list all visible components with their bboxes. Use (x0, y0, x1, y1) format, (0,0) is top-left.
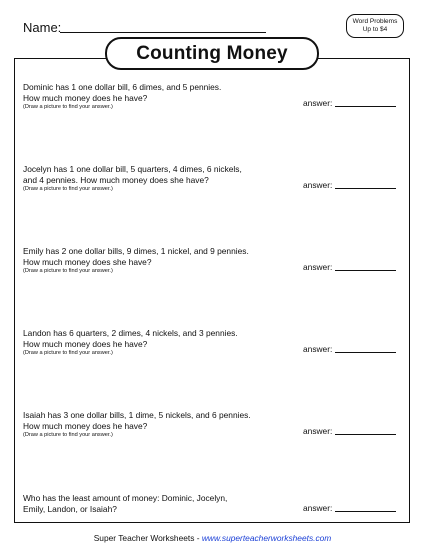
answer-label: answer: (303, 98, 333, 108)
answer-field-2[interactable] (303, 180, 396, 190)
problem-6 (23, 493, 293, 514)
problem-text: Who has the least amount of money: Dominic, Jocelyn, (23, 493, 228, 503)
problem-hint: (Draw a picture to find your answer.) (23, 432, 113, 438)
name-label: Name: (23, 20, 62, 35)
problem-3 (23, 246, 293, 275)
footer-url[interactable]: www.superteacherworksheets.com (201, 533, 332, 543)
answer-line[interactable] (335, 188, 396, 189)
problem-text: and 4 pennies. How much money does she have? (23, 174, 209, 185)
footer-site-name: Super Teacher Worksheets - (93, 533, 202, 543)
problem-text: Emily, Landon, or Isaiah? (23, 503, 117, 514)
answer-label: answer: (303, 426, 333, 436)
answer-line[interactable] (335, 270, 396, 271)
tag-line-2: Up to $4 (362, 26, 388, 33)
problem-text: How much money does he have? (23, 420, 148, 431)
problem-text: Landon has 6 quarters, 2 dimes, 4 nickels, and 3 pennies. (23, 328, 238, 338)
answer-field-4[interactable] (303, 344, 396, 354)
answer-label: answer: (303, 262, 333, 272)
problem-4 (23, 328, 293, 357)
worksheet-tag (346, 14, 404, 38)
problem-hint: (Draw a picture to find your answer.) (23, 350, 113, 356)
problem-text: How much money does he have? (23, 338, 148, 349)
worksheet-title: Counting Money (105, 37, 319, 70)
problem-hint: (Draw a picture to find your answer.) (23, 186, 113, 192)
problem-1 (23, 82, 293, 111)
answer-line[interactable] (335, 106, 396, 107)
problem-text: Isaiah has 3 one dollar bills, 1 dime, 5 nickels, and 6 pennies. (23, 410, 251, 420)
answer-label: answer: (303, 180, 333, 190)
answer-line[interactable] (335, 434, 396, 435)
problem-text: Jocelyn has 1 one dollar bill, 5 quarters, 4 dimes, 6 nickels, (23, 164, 242, 174)
name-line[interactable] (60, 32, 266, 33)
problem-text: Dominic has 1 one dollar bill, 6 dimes, and 5 pennies. (23, 82, 222, 92)
answer-field-5[interactable] (303, 426, 396, 436)
main-box (14, 58, 410, 523)
answer-field-6[interactable] (303, 503, 396, 513)
problem-hint: (Draw a picture to find your answer.) (23, 104, 113, 110)
problem-text: Emily has 2 one dollar bills, 9 dimes, 1 nickel, and 9 pennies. (23, 246, 249, 256)
answer-label: answer: (303, 503, 333, 513)
answer-field-3[interactable] (303, 262, 396, 272)
answer-field-1[interactable] (303, 98, 396, 108)
problem-5 (23, 410, 293, 439)
answer-line[interactable] (335, 511, 396, 512)
answer-line[interactable] (335, 352, 396, 353)
footer (0, 533, 425, 543)
answer-label: answer: (303, 344, 333, 354)
problem-hint: (Draw a picture to find your answer.) (23, 268, 113, 274)
tag-line-1: Word Problems (352, 18, 398, 25)
problem-2 (23, 164, 293, 193)
problem-text: How much money does she have? (23, 256, 152, 267)
problem-text: How much money does he have? (23, 92, 148, 103)
